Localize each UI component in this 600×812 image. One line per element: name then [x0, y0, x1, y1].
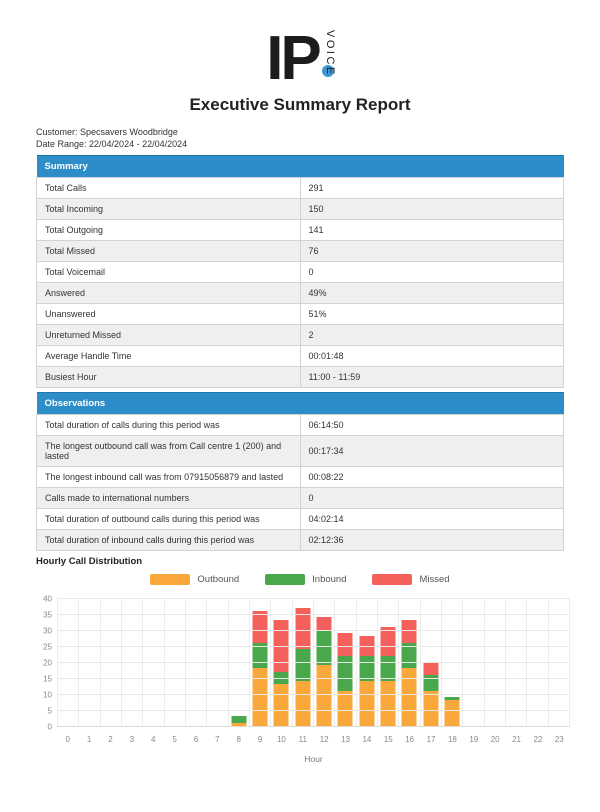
row-value: 0 — [300, 488, 564, 509]
bar-segment-missed — [253, 611, 268, 643]
legend-swatch-outbound — [150, 574, 190, 585]
observations-table — [36, 392, 564, 551]
table-row — [37, 467, 564, 488]
bar-segment-missed — [317, 617, 332, 630]
observations-table-header — [37, 393, 564, 415]
chart-x-axis — [57, 735, 570, 744]
summary-header-label: Summary — [37, 156, 564, 178]
gridline — [57, 646, 570, 647]
y-axis-tick: 15 — [43, 674, 52, 684]
bar-segment-outbound — [317, 665, 332, 726]
table-row — [37, 220, 564, 241]
table-row — [37, 530, 564, 551]
row-label: Total Missed — [37, 241, 301, 262]
table-row — [37, 241, 564, 262]
bar-segment-missed — [402, 620, 417, 642]
bar-segment-outbound — [231, 723, 246, 726]
row-value: 02:12:36 — [300, 530, 564, 551]
bar-segment-inbound — [295, 649, 310, 681]
row-label: Unreturned Missed — [37, 325, 301, 346]
legend-item-outbound — [150, 574, 239, 585]
logo-ipvoice — [266, 24, 334, 98]
legend-label: Missed — [419, 574, 450, 585]
hourly-call-distribution-chart — [0, 550, 600, 790]
bar-segment-outbound — [381, 681, 396, 726]
chart-title: Hourly Call Distribution — [36, 556, 143, 567]
bar-segment-outbound — [338, 691, 353, 726]
x-axis-tick: 15 — [383, 735, 393, 744]
gridline — [57, 678, 570, 679]
row-label: Average Handle Time — [37, 346, 301, 367]
x-axis-tick: 7 — [215, 735, 220, 744]
y-axis-tick: 25 — [43, 642, 52, 652]
x-axis-tick: 21 — [512, 735, 522, 744]
x-axis-tick: 10 — [276, 735, 286, 744]
x-axis-tick: 6 — [193, 735, 199, 744]
report-meta — [36, 127, 187, 150]
stacked-bar-hour-18 — [445, 697, 460, 726]
summary-table-body — [37, 178, 564, 388]
legend-item-inbound — [265, 574, 346, 585]
row-value: 76 — [300, 241, 564, 262]
table-row — [37, 262, 564, 283]
table-row — [37, 178, 564, 199]
row-value: 06:14:50 — [300, 415, 564, 436]
row-value: 51% — [300, 304, 564, 325]
logo — [0, 24, 600, 98]
y-axis-tick: 30 — [43, 626, 52, 636]
row-label: The longest outbound call was from Call centre 1 (200) and lasted — [37, 436, 301, 467]
y-axis-tick: 40 — [43, 594, 52, 604]
table-row — [37, 509, 564, 530]
x-axis-tick: 12 — [319, 735, 329, 744]
x-axis-tick: 22 — [533, 735, 543, 744]
x-axis-tick: 2 — [108, 735, 113, 744]
x-axis-tick: 20 — [490, 735, 500, 744]
table-row — [37, 325, 564, 346]
row-value: 00:01:48 — [300, 346, 564, 367]
x-axis-tick: 17 — [426, 735, 436, 744]
legend-label: Outbound — [197, 574, 240, 585]
chart-y-axis — [0, 594, 52, 732]
row-value: 2 — [300, 325, 564, 346]
gridline — [57, 694, 570, 695]
chart-plot — [57, 599, 570, 727]
stacked-bar-hour-8 — [231, 716, 246, 726]
bar-segment-outbound — [359, 681, 374, 726]
x-axis-tick: 9 — [257, 735, 263, 744]
table-row — [37, 436, 564, 467]
observations-header-label: Observations — [37, 393, 564, 415]
page-title: Executive Summary Report — [189, 95, 411, 114]
date-range-line: Date Range: 22/04/2024 - 22/04/2024 — [36, 138, 188, 149]
bar-segment-outbound — [445, 700, 460, 726]
row-value: 11:00 - 11:59 — [300, 367, 564, 388]
row-label: Total duration of outbound calls during this period was — [37, 509, 301, 530]
x-axis-tick: 14 — [362, 735, 372, 744]
row-label: Busiest Hour — [37, 367, 301, 388]
logo-ip-text: IP — [266, 24, 334, 98]
x-axis-tick: 16 — [405, 735, 415, 744]
stacked-bar-hour-13 — [338, 633, 353, 726]
legend-label: Inbound — [312, 574, 347, 585]
gridline — [57, 630, 570, 631]
table-row — [37, 283, 564, 304]
x-axis-tick: 8 — [236, 735, 241, 744]
row-value: 291 — [300, 178, 564, 199]
x-axis-tick: 4 — [150, 735, 156, 744]
y-axis-tick: 20 — [43, 658, 52, 668]
row-value: 141 — [300, 220, 564, 241]
row-label: The longest inbound call was from 07915056879 and lasted — [37, 467, 301, 488]
gridline — [57, 710, 570, 711]
x-axis-tick: 5 — [172, 735, 177, 744]
row-value: 0 — [300, 262, 564, 283]
row-label: Total Outgoing — [37, 220, 301, 241]
row-label: Total Calls — [37, 178, 301, 199]
observations-table-body — [37, 415, 564, 551]
row-label: Total duration of calls during this period was — [37, 415, 301, 436]
bar-segment-outbound — [423, 691, 438, 726]
x-axis-tick: 13 — [341, 735, 351, 744]
summary-table-header — [37, 156, 564, 178]
row-label: Answered — [37, 283, 301, 304]
stacked-bar-hour-15 — [381, 627, 396, 726]
table-row — [37, 415, 564, 436]
y-axis-tick: 5 — [47, 706, 52, 716]
legend-swatch-inbound — [265, 574, 305, 585]
y-axis-tick: 35 — [43, 610, 52, 620]
chart-legend — [0, 574, 600, 585]
x-axis-tick: 11 — [298, 735, 307, 744]
table-row — [37, 199, 564, 220]
customer-line: Customer: Specsavers Woodbridge — [36, 127, 178, 137]
y-axis-tick: 10 — [43, 690, 52, 700]
row-value: 00:08:22 — [300, 467, 564, 488]
row-value: 150 — [300, 199, 564, 220]
stacked-bar-hour-14 — [359, 636, 374, 726]
logo-voice-text: VOICE — [323, 30, 336, 77]
x-axis-tick: 1 — [86, 735, 92, 744]
row-value: 49% — [300, 283, 564, 304]
bar-segment-inbound — [317, 630, 332, 665]
row-label: Total Incoming — [37, 199, 301, 220]
table-row — [37, 346, 564, 367]
x-axis-tick: 3 — [129, 735, 135, 744]
table-row — [37, 488, 564, 509]
gridline — [57, 598, 570, 599]
stacked-bar-hour-11 — [295, 608, 310, 726]
gridline — [57, 662, 570, 663]
table-row — [37, 304, 564, 325]
table-row — [37, 367, 564, 388]
legend-swatch-missed — [372, 574, 412, 585]
row-label: Total Voicemail — [37, 262, 301, 283]
legend-item-missed — [372, 574, 449, 585]
summary-table — [36, 155, 564, 388]
bar-segment-missed — [338, 633, 353, 655]
x-axis-tick: 19 — [469, 735, 479, 744]
row-value: 04:02:14 — [300, 509, 564, 530]
bar-segment-outbound — [274, 684, 289, 726]
gridline — [57, 614, 570, 615]
stacked-bar-hour-9 — [253, 611, 268, 726]
chart-x-axis-title: Hour — [304, 754, 323, 764]
y-axis-tick: 0 — [47, 722, 52, 732]
bar-segment-outbound — [295, 681, 310, 726]
x-axis-tick: 18 — [447, 735, 457, 744]
bar-segment-inbound — [338, 656, 353, 691]
row-label: Total duration of inbound calls during this period was — [37, 530, 301, 551]
x-axis-tick: 0 — [65, 735, 70, 744]
bar-segment-missed — [423, 662, 438, 675]
row-label: Unanswered — [37, 304, 301, 325]
x-axis-tick: 23 — [554, 735, 564, 744]
bar-segment-missed — [381, 627, 396, 656]
row-label: Calls made to international numbers — [37, 488, 301, 509]
row-value: 00:17:34 — [300, 436, 564, 467]
